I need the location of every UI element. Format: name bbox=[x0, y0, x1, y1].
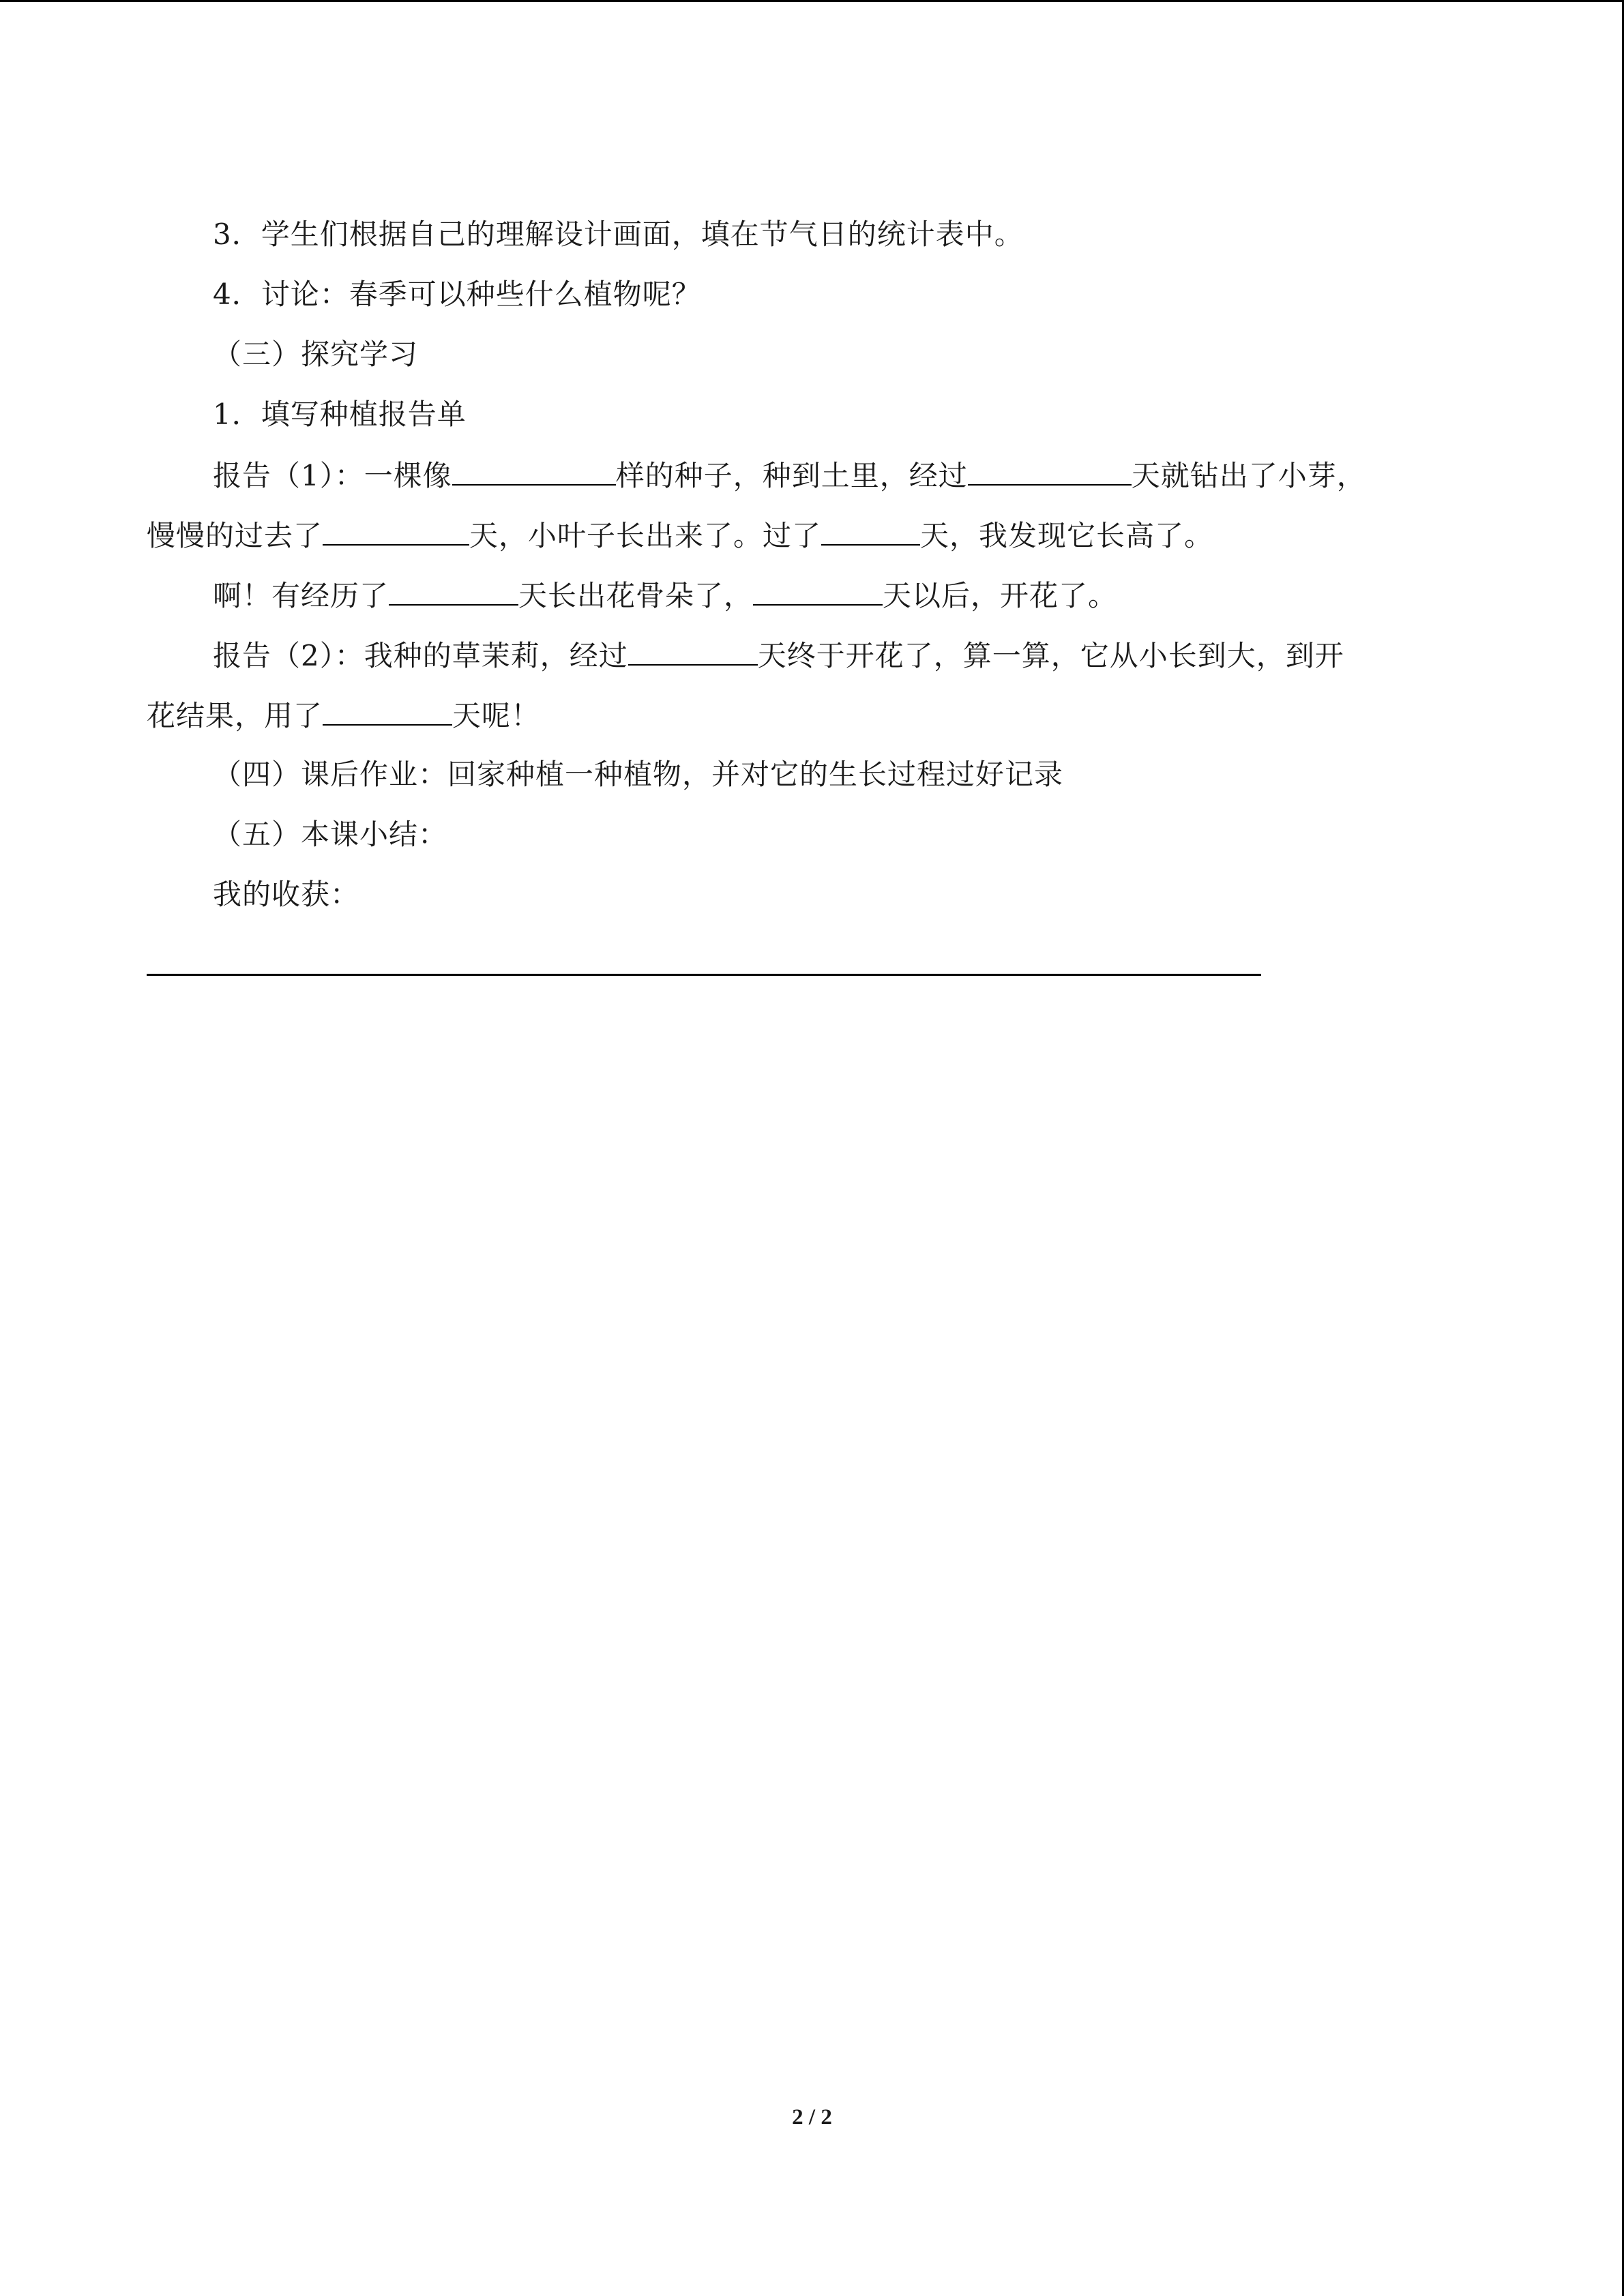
section-5-heading: （五）本课小结： bbox=[213, 818, 448, 851]
fill-blank-bloom-days[interactable] bbox=[753, 574, 883, 606]
report-1-text-d: 慢慢的过去了 bbox=[147, 519, 323, 552]
report-2-line-1 bbox=[213, 634, 1344, 676]
report-1-text-c: 天就钻出了小芽， bbox=[1131, 459, 1366, 492]
report-2-line-2 bbox=[147, 694, 540, 736]
report-2-text-a: 报告（2）：我种的草茉莉，经过 bbox=[213, 639, 628, 672]
report-2-text-c: 花结果，用了 bbox=[147, 699, 323, 732]
fill-blank-leaf-days[interactable] bbox=[323, 514, 469, 546]
fill-blank-grow-days[interactable] bbox=[821, 514, 920, 546]
report-1-line-2 bbox=[147, 514, 1213, 556]
report-1-text-h: 天长出花骨朵了， bbox=[518, 579, 754, 612]
report-1-line-3 bbox=[213, 574, 1117, 616]
report-1-text-g: 啊！有经历了 bbox=[213, 579, 389, 612]
fill-blank-total-days[interactable] bbox=[323, 694, 452, 726]
report-1-text-i: 天以后，开花了。 bbox=[883, 579, 1118, 612]
fill-blank-flower-days[interactable] bbox=[628, 634, 758, 666]
harvest-label: 我的收获： bbox=[213, 878, 360, 911]
report-1-text-b: 样的种子，种到土里，经过 bbox=[615, 459, 968, 492]
fill-blank-bud-days[interactable] bbox=[389, 574, 518, 606]
section-4-homework: （四）课后作业：回家种植一种植物，并对它的生长过程过好记录 bbox=[213, 758, 1064, 791]
report-1-text-f: 天，我发现它长高了。 bbox=[920, 519, 1214, 552]
report-2-text-b: 天终于开花了，算一算，它从小长到大，到开 bbox=[757, 639, 1344, 672]
page-number: 2 / 2 bbox=[792, 2105, 832, 2130]
section-3-heading: （三）探究学习 bbox=[213, 338, 419, 371]
step-3-text: 3．学生们根据自己的理解设计画面，填在节气日的统计表中。 bbox=[213, 218, 1024, 251]
report-2-text-d: 天呢！ bbox=[452, 699, 541, 732]
report-1-line-1 bbox=[213, 454, 1366, 496]
report-1-text-a: 报告（1）：一棵像 bbox=[213, 459, 452, 492]
step-4-text: 4．讨论：春季可以种些什么植物呢？ bbox=[213, 278, 701, 311]
harvest-answer-line[interactable] bbox=[147, 974, 1261, 976]
task-1-text: 1．填写种植报告单 bbox=[213, 398, 467, 431]
page-top-border bbox=[0, 0, 1624, 2]
report-1-text-e: 天，小叶子长出来了。过了 bbox=[469, 519, 822, 552]
fill-blank-seed-shape[interactable] bbox=[452, 454, 616, 486]
fill-blank-sprout-days[interactable] bbox=[968, 454, 1132, 486]
